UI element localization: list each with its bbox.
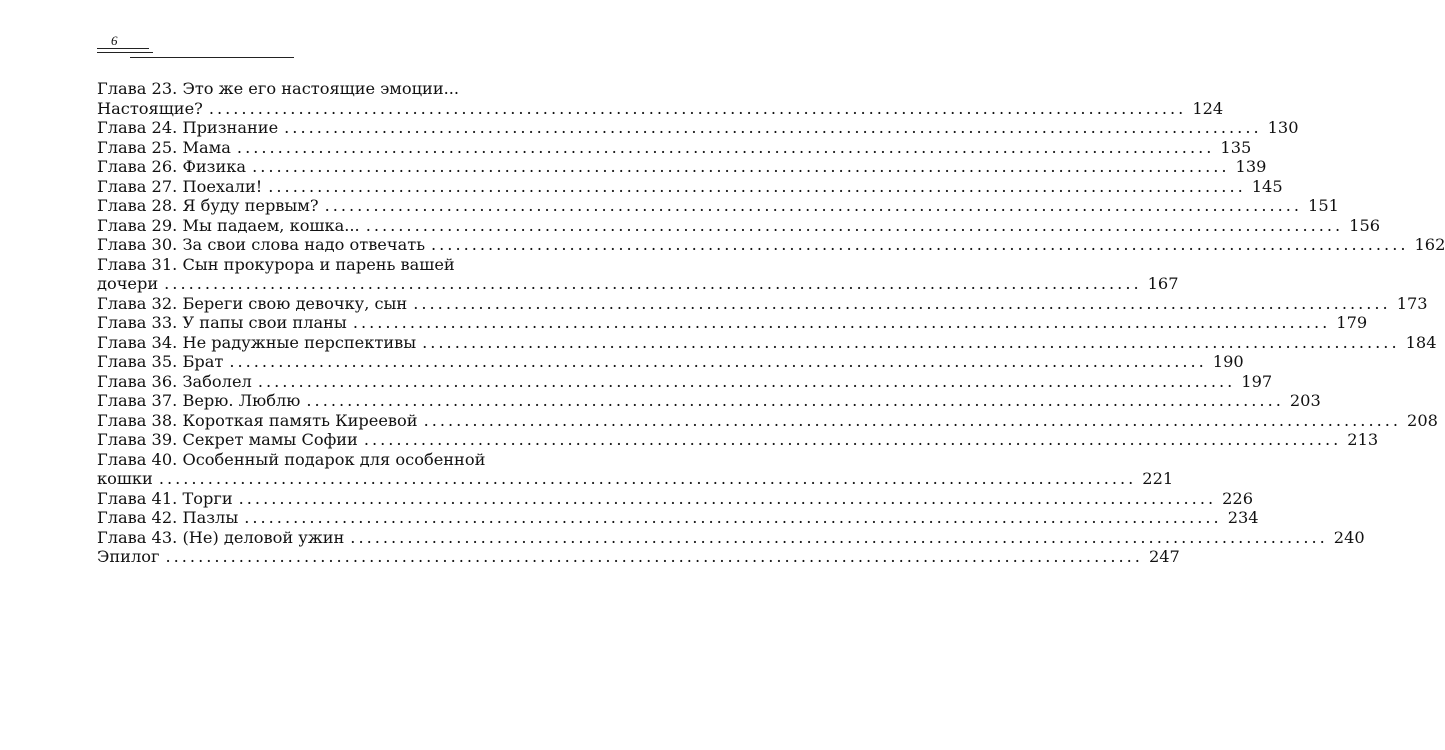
toc-leader-dots: ........................................................................................................................ <box>208 98 1187 118</box>
toc-entry <box>97 176 1283 197</box>
toc-title: Глава 35. Брат <box>97 352 224 371</box>
toc-entry <box>97 508 1259 528</box>
toc-title: Глава 39. Секрет мамы Софии <box>97 430 358 449</box>
toc-leader-dots: ........................................................................................................................ <box>352 313 1331 332</box>
toc-title: Настоящие? <box>97 98 203 118</box>
toc-entry <box>97 488 1254 509</box>
toc-page-number: 203 <box>1289 391 1321 410</box>
toc-line <box>97 79 488 99</box>
header-rule <box>97 52 153 53</box>
toc-line <box>97 352 1244 372</box>
toc-entry <box>97 547 1180 567</box>
toc-leader-dots: ........................................................................................................................ <box>158 469 1137 488</box>
toc-title: Глава 42. Пазлы <box>97 508 239 527</box>
page-number: 6 <box>111 33 118 48</box>
toc-line <box>97 547 1180 567</box>
toc-title: Глава 34. Не радужные перспективы <box>97 332 417 352</box>
toc-page-number: 234 <box>1227 508 1259 527</box>
table-of-contents <box>97 79 1445 567</box>
toc-title: Глава 31. Сын прокурора и парень вашей <box>97 254 455 274</box>
toc-leader-dots: ........................................................................................................................ <box>431 235 1409 254</box>
toc-entry <box>97 254 1179 294</box>
toc-leader-dots: ........................................................................................................................ <box>306 391 1284 410</box>
toc-entry <box>97 79 1224 118</box>
toc-leader-dots: ........................................................................................................................ <box>164 274 1142 293</box>
toc-line <box>97 293 1428 314</box>
toc-entry <box>97 410 1438 431</box>
toc-title: Глава 33. У папы свои планы <box>97 313 347 332</box>
toc-page-number: 124 <box>1192 98 1224 118</box>
toc-line <box>97 469 1174 489</box>
toc-line <box>97 430 1379 450</box>
toc-leader-dots: ........................................................................................................................ <box>257 371 1236 391</box>
toc-page-number: 190 <box>1212 352 1244 371</box>
toc-leader-dots: ........................................................................................................................ <box>413 293 1391 313</box>
toc-leader-dots: ........................................................................................................................ <box>284 118 1262 137</box>
toc-line <box>97 255 488 275</box>
toc-title: Глава 26. Физика <box>97 157 247 176</box>
toc-title: Глава 43. (Не) деловой ужин <box>97 527 345 547</box>
toc-page-number: 156 <box>1349 215 1381 235</box>
toc-entry <box>97 527 1365 548</box>
toc-page-number: 162 <box>1414 235 1445 254</box>
toc-page-number: 208 <box>1407 410 1438 430</box>
toc-page-number: 151 <box>1308 196 1339 215</box>
toc-page-number: 139 <box>1235 157 1267 176</box>
toc-entry <box>97 137 1252 158</box>
toc-entry <box>97 449 1174 489</box>
toc-leader-dots: ........................................................................................................................ <box>365 215 1344 235</box>
toc-line <box>97 313 1368 333</box>
toc-title: Глава 36. Заболел <box>97 371 252 391</box>
toc-line <box>97 332 1437 353</box>
header-rule <box>130 57 294 58</box>
toc-line <box>97 137 1252 158</box>
header-rule <box>97 48 149 49</box>
toc-leader-dots: ........................................................................................................................ <box>363 430 1342 449</box>
toc-line <box>97 508 1259 528</box>
toc-title: Глава 37. Верю. Люблю <box>97 391 301 410</box>
toc-title: Глава 27. Поехали! <box>97 176 263 196</box>
toc-entry <box>97 118 1299 138</box>
toc-page-number: 240 <box>1333 527 1365 547</box>
toc-leader-dots: ........................................................................................................................ <box>423 410 1402 430</box>
toc-leader-dots: ........................................................................................................................ <box>229 352 1207 371</box>
toc-page-number: 226 <box>1222 488 1254 508</box>
toc-leader-dots: ........................................................................................................................ <box>165 547 1143 566</box>
toc-title: Глава 32. Береги свою девочку, сын <box>97 293 408 313</box>
toc-entry <box>97 430 1379 450</box>
toc-entry <box>97 352 1244 372</box>
toc-leader-dots: ........................................................................................................................ <box>236 137 1215 157</box>
toc-line <box>97 118 1299 138</box>
toc-entry <box>97 313 1368 333</box>
toc-page-number: 167 <box>1147 274 1179 293</box>
toc-leader-dots: ........................................................................................................................ <box>252 157 1230 176</box>
toc-leader-dots: ........................................................................................................................ <box>422 332 1400 352</box>
toc-line <box>97 450 488 470</box>
toc-line <box>97 196 1339 216</box>
toc-entry <box>97 157 1267 177</box>
toc-leader-dots: ........................................................................................................................ <box>244 508 1222 527</box>
toc-line <box>97 176 1283 197</box>
toc-line <box>97 410 1438 431</box>
toc-page-number: 247 <box>1148 547 1180 566</box>
toc-leader-dots: ........................................................................................................................ <box>268 176 1246 196</box>
toc-title: Глава 38. Короткая память Киреевой <box>97 410 418 430</box>
toc-entry <box>97 391 1321 411</box>
toc-title: Глава 29. Мы падаем, кошка... <box>97 215 360 235</box>
toc-title: Глава 24. Признание <box>97 118 279 137</box>
toc-page-number: 173 <box>1396 293 1428 313</box>
toc-title: Глава 25. Мама <box>97 137 231 157</box>
toc-page-number: 130 <box>1267 118 1299 137</box>
toc-line <box>97 235 1445 255</box>
toc-title: Глава 30. За свои слова надо отвечать <box>97 235 426 254</box>
toc-line <box>97 488 1254 509</box>
toc-title: Глава 23. Это же его настоящие эмоции... <box>97 79 460 98</box>
toc-entry <box>97 235 1445 255</box>
toc-line <box>97 215 1381 236</box>
toc-line <box>97 274 1179 294</box>
toc-page-number: 221 <box>1142 469 1174 488</box>
toc-leader-dots: ........................................................................................................................ <box>324 196 1303 215</box>
toc-page-number: 184 <box>1405 332 1437 352</box>
toc-entry <box>97 371 1273 392</box>
toc-page-number: 135 <box>1220 137 1252 157</box>
toc-title: Глава 40. Особенный подарок для особенной <box>97 449 486 469</box>
toc-line <box>97 371 1273 392</box>
toc-title: дочери <box>97 274 159 293</box>
toc-line <box>97 391 1321 411</box>
toc-entry <box>97 196 1339 216</box>
toc-title: Глава 28. Я буду первым? <box>97 196 319 215</box>
toc-entry <box>97 215 1381 236</box>
toc-title: Глава 41. Торги <box>97 488 233 508</box>
toc-line <box>97 157 1267 177</box>
toc-leader-dots: ........................................................................................................................ <box>238 488 1217 508</box>
toc-entry <box>97 332 1437 353</box>
toc-page-number: 145 <box>1251 176 1283 196</box>
toc-line <box>97 527 1365 548</box>
toc-leader-dots: ........................................................................................................................ <box>350 527 1328 547</box>
toc-page-number: 197 <box>1241 371 1273 391</box>
toc-line <box>97 98 1224 119</box>
toc-title: кошки <box>97 469 153 488</box>
toc-page-number: 213 <box>1347 430 1379 449</box>
toc-page-number: 179 <box>1336 313 1368 332</box>
toc-entry <box>97 293 1428 314</box>
toc-title: Эпилог <box>97 547 160 566</box>
